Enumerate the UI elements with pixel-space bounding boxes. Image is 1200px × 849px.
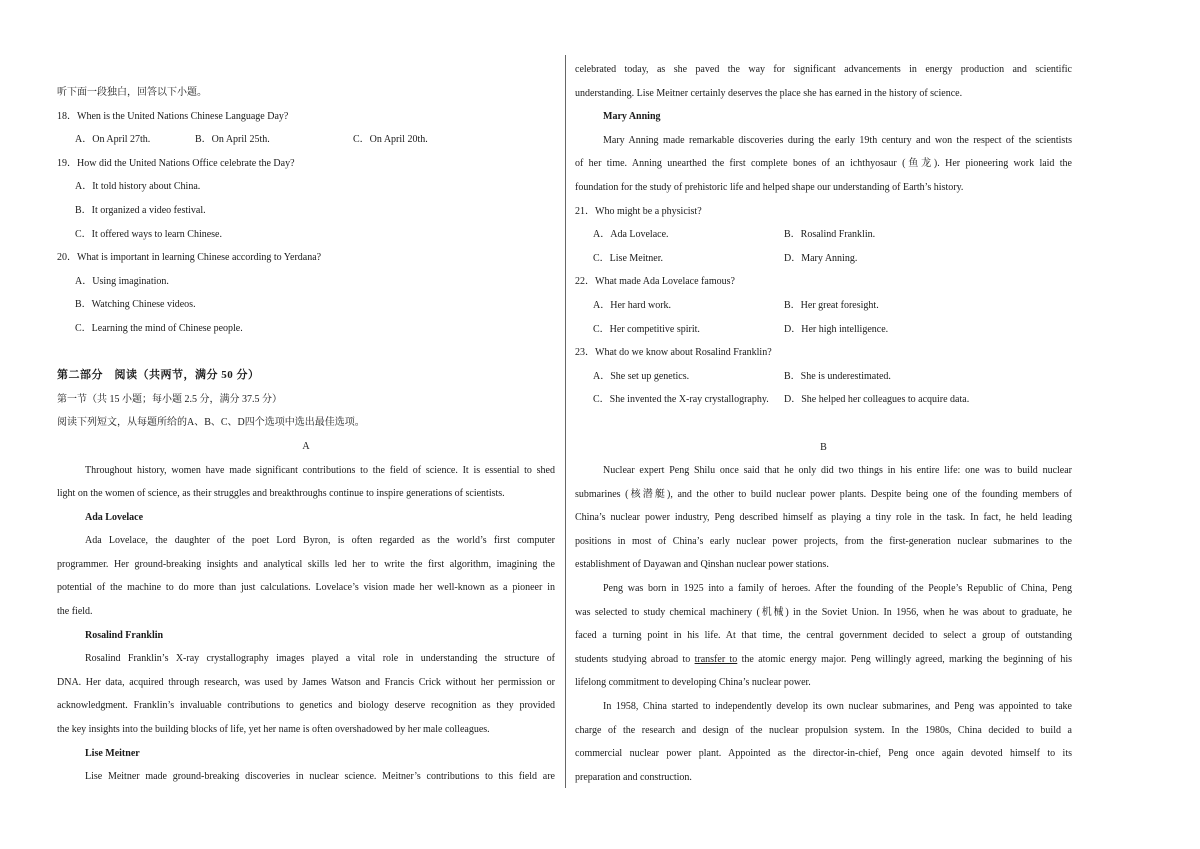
passage-a-line: programmer. Her ground-breaking insights and analytical skills led her to write the first algorithm, imagining the [57, 558, 555, 570]
mary-anning-line: Mary Anning made remarkable discoveries during the early 19th century and won the respect of the scientists [603, 134, 1072, 146]
q23-option-b[interactable]: B．She is underestimated. [784, 370, 891, 382]
q18-option-c[interactable]: C．On April 20th. [353, 134, 428, 146]
q20-option-b[interactable]: B．Watching Chinese videos. [75, 299, 196, 311]
q18-option-a[interactable]: A．On April 27th. [75, 134, 151, 146]
subheading-mary-anning: Mary Anning [603, 111, 661, 123]
q22-options-row [575, 318, 1072, 342]
passage-a-line: Lise Meitner made ground-breaking discoveries in nuclear science. Meitner’s contributions to this field are [85, 771, 555, 783]
passage-a-line: Ada Lovelace, the daughter of the poet Lord Byron, is often regarded as the world’s first computer [85, 535, 555, 547]
passage-b-line: Peng was born in 1925 into a family of heroes. After the founding of the People’s Republic of China, Peng [603, 583, 1072, 595]
question-18-stem: 18．When is the United Nations Chinese Language Day? [57, 110, 289, 122]
q23-options-row [575, 388, 1072, 412]
passage-b-line: commercial nuclear power plant. Appointed as the director-in-chief, Peng once again devoted himself to its [575, 748, 1072, 760]
listening-instruction: 听下面一段独白，回答以下小题。 [57, 87, 207, 98]
left-column [57, 58, 555, 789]
mary-anning-line: of her time. Anning unearthed the first complete bones of an ichthyosaur (鱼龙). Her pioneering work laid the [575, 158, 1072, 170]
q20-option-c[interactable]: C．Learning the mind of Chinese people. [75, 322, 243, 334]
q21-options-row [575, 223, 1072, 247]
q20-option-a[interactable]: A．Using imagination. [75, 275, 169, 287]
mary-anning-line: foundation for the study of prehistoric life and helped shape our understanding of Earth’s history. [575, 181, 964, 193]
passage-b-text: students studying abroad to [575, 653, 695, 665]
passage-b-line: lifelong commitment to developing China’s nuclear power. [575, 677, 811, 689]
subheading-rosalind-franklin: Rosalind Franklin [85, 629, 164, 641]
passage-b-line: Nuclear expert Peng Shilu once said that he only did two things in his entire life: one was to build nuclear [603, 465, 1072, 477]
part-two-title: 第二部分 阅读（共两节，满分 50 分） [57, 369, 260, 382]
q22-option-d[interactable]: D．Her high intelligence. [784, 323, 889, 335]
right-column [575, 58, 1072, 789]
passage-b-line: charge of the research and design of the nuclear propulsion system. In the 1980s, China decided to build a [575, 724, 1072, 736]
underlined-phrase: transfer to [694, 653, 738, 665]
q21-option-c[interactable]: C．Lise Meitner. [593, 252, 663, 264]
passage-a-line: the field. [57, 606, 93, 618]
passage-b-line: In 1958, China started to independently develop its own nuclear submarines, and Peng was appointed to take [603, 701, 1072, 713]
passage-a-line: Throughout history, women have made significant contributions to the field of science. It is essential to shed [85, 464, 555, 476]
q21-option-b[interactable]: B．Rosalind Franklin. [784, 229, 876, 241]
passage-b-label: B [820, 441, 827, 453]
passage-a-line: light on the women of science, as their struggles and breakthroughs continue to inspire generations of scientists. [57, 488, 505, 500]
q22-option-a[interactable]: A．Her hard work. [593, 299, 672, 311]
question-23-stem: 23．What do we know about Rosalind Franklin? [575, 347, 772, 359]
passage-b-text: the atomic energy major. Peng willingly agreed, marking the beginning of his [737, 653, 1072, 665]
q23-option-a[interactable]: A．She set up genetics. [593, 370, 690, 382]
passage-b-line: China’s nuclear power industry, Peng described himself as playing a tiny role in the task. In fact, he held leading [575, 512, 1072, 524]
passage-a-line: Rosalind Franklin’s X-ray crystallography images played a vital role in understanding the structure of [85, 653, 555, 665]
column-divider [565, 55, 566, 788]
q23-options-row [575, 365, 1072, 389]
q23-option-c[interactable]: C．She invented the X-ray crystallography. [593, 394, 769, 406]
question-21-stem: 21．Who might be a physicist? [575, 205, 702, 217]
passage-b-line: submarines (核潜艇), and the other to build nuclear power plants. Despite being one of the founding members of [575, 488, 1072, 500]
passage-b-line: was selected to study chemical machinery (机械) in the Soviet Union. In 1956, when he was about to graduate, he [575, 606, 1072, 618]
subheading-ada-lovelace: Ada Lovelace [85, 511, 144, 523]
q22-option-b[interactable]: B．Her great foresight. [784, 299, 879, 311]
q21-options-row [575, 247, 1072, 271]
question-19-stem: 19．How did the United Nations Office celebrate the Day? [57, 157, 295, 169]
subheading-lise-meitner: Lise Meitner [85, 747, 140, 759]
q19-option-c[interactable]: C．It offered ways to learn Chinese. [75, 228, 222, 240]
question-22-stem: 22．What made Ada Lovelace famous? [575, 276, 735, 288]
question-18-options [57, 128, 555, 152]
passage-b-line [575, 648, 1072, 672]
q18-option-b[interactable]: B．On April 25th. [195, 134, 270, 146]
passage-b-line: faced a turning point in his life. At that time, the central government decided to select a group of outstanding [575, 630, 1072, 642]
passage-a-line: acknowledgment. Franklin’s invaluable contributions to genetics and biology deserve recognition as they provided [57, 700, 555, 712]
passage-b-line: positions in most of China’s early nuclear power projects, from the first-generation nuclear submarines to the [575, 535, 1072, 547]
passage-a-continued-line: understanding. Lise Meitner certainly deserves the place she has earned in the history of science. [575, 87, 963, 99]
passage-a-line: the key insights into the building blocks of life, yet her name is often overshadowed by her male colleagues. [57, 724, 490, 736]
q19-option-b[interactable]: B．It organized a video festival. [75, 204, 206, 216]
passage-b-line: preparation and construction. [575, 771, 692, 783]
passage-a-line: DNA. Her data, acquired through research, was used by James Watson and Francis Crick without her permission or [57, 676, 555, 688]
passage-a-continued-line: celebrated today, as she paved the way for significant advancements in energy production and scientific [575, 64, 1072, 75]
passage-a-label: A [302, 440, 310, 452]
q21-option-d[interactable]: D．Mary Anning. [784, 252, 858, 264]
q19-option-a[interactable]: A．It told history about China. [75, 181, 201, 193]
q21-option-a[interactable]: A．Ada Lovelace. [593, 229, 669, 241]
q22-option-c[interactable]: C．Her competitive spirit. [593, 323, 700, 335]
q22-options-row [575, 294, 1072, 318]
section-one-heading: 第一节（共 15 小题；每小题 2.5 分，满分 37.5 分） [57, 393, 282, 405]
question-20-stem: 20．What is important in learning Chinese according to Yerdana? [57, 252, 322, 264]
passage-a-line: potential of the machine to do more than just calculations. Lovelace’s vision made her well-known as a pioneer in [57, 582, 555, 594]
q23-option-d[interactable]: D．She helped her colleagues to acquire data. [784, 394, 970, 406]
reading-instruction: 阅读下列短文，从每题所给的A、B、C、D四个选项中选出最佳选项。 [57, 417, 365, 429]
passage-b-line: establishment of Dayawan and Qinshan nuclear power stations. [575, 559, 829, 571]
